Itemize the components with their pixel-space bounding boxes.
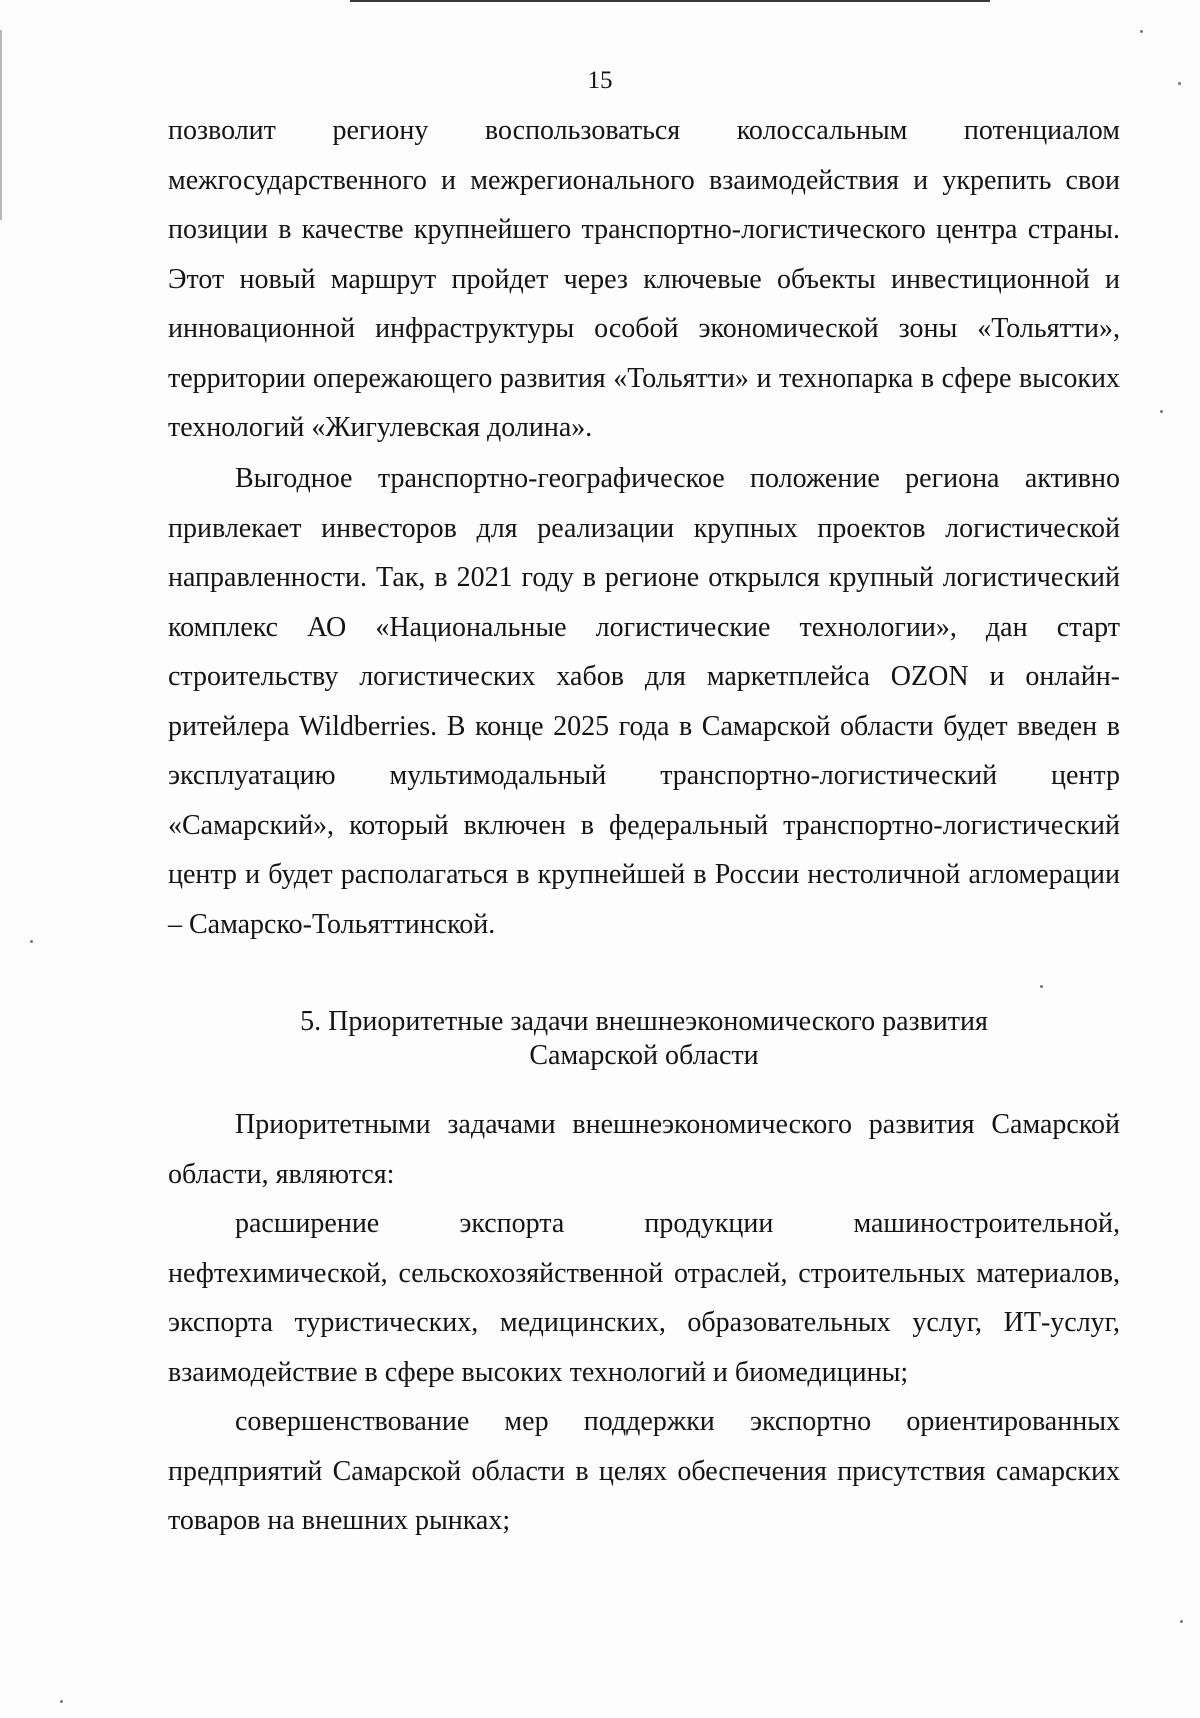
list-item: расширение экспорта продукции машиностроительной, нефтехимической, сельскохозяйственной отраслей, строительных материалов, экспорта туристических, медицинских, образовательных услуг, ИТ-услуг, взаимодействие в сфере высоких технологий и биомедицины; [168,1208,1120,1388]
page-number: 15 [587,67,613,94]
section-heading [168,1005,1120,1073]
scan-top-edge [350,0,990,2]
scan-speck [60,1700,63,1703]
scan-speck [30,940,33,943]
scan-speck [1040,985,1043,988]
section-intro: Приоритетными задачами внешнеэкономического развития Самарской области, являются: [168,1109,1120,1190]
list-item: совершенствование мер поддержки экспортно ориентированных предприятий Самарской области в целях обеспечения присутствия самарских товаров на внешних рынках; [168,1406,1120,1536]
section-heading-line-2: Самарской области [529,1040,759,1071]
scan-left-edge [0,30,2,220]
paragraph-logistics: Выгодное транспортно-географическое положение региона активно привлекает инвесторов для реализации крупных проектов логистической направленности. Так, в 2021 году в регионе открылся крупный логистический комплекс АО «Национальные логистические технологии», дан старт строительству логистических хабов для маркетплейса OZON и онлайн-ритейлера Wildberries. В конце 2025 года в Самарской области будет введен в эксплуатацию мультимодальный транспортно-логистический центр «Самарский», который включен в федеральный транспортно-логистический центр и будет располагаться в крупнейшей в России нестоличной агломерации – Самарско-Тольяттинской. [168,463,1120,940]
scan-speck [1178,82,1181,85]
scan-speck [1160,410,1163,413]
paragraph-continuation: позволит региону воспользоваться колоссальным потенциалом межгосударственного и межрегионального взаимодействия и укрепить свои позиции в качестве крупнейшего транспортно-логистического центра страны. Этот новый маршрут пройдет через ключевые объекты инвестиционной и инновационной инфраструктуры особой экономической зоны «Тольятти», территории опережающего развития «Тольятти» и технопарка в сфере высоких технологий «Жигулевская долина». [168,115,1120,443]
section-heading-line-1: 5. Приоритетные задачи внешнеэкономического развития [300,1006,988,1037]
scan-speck [1140,30,1143,33]
scan-speck [1180,1620,1183,1623]
